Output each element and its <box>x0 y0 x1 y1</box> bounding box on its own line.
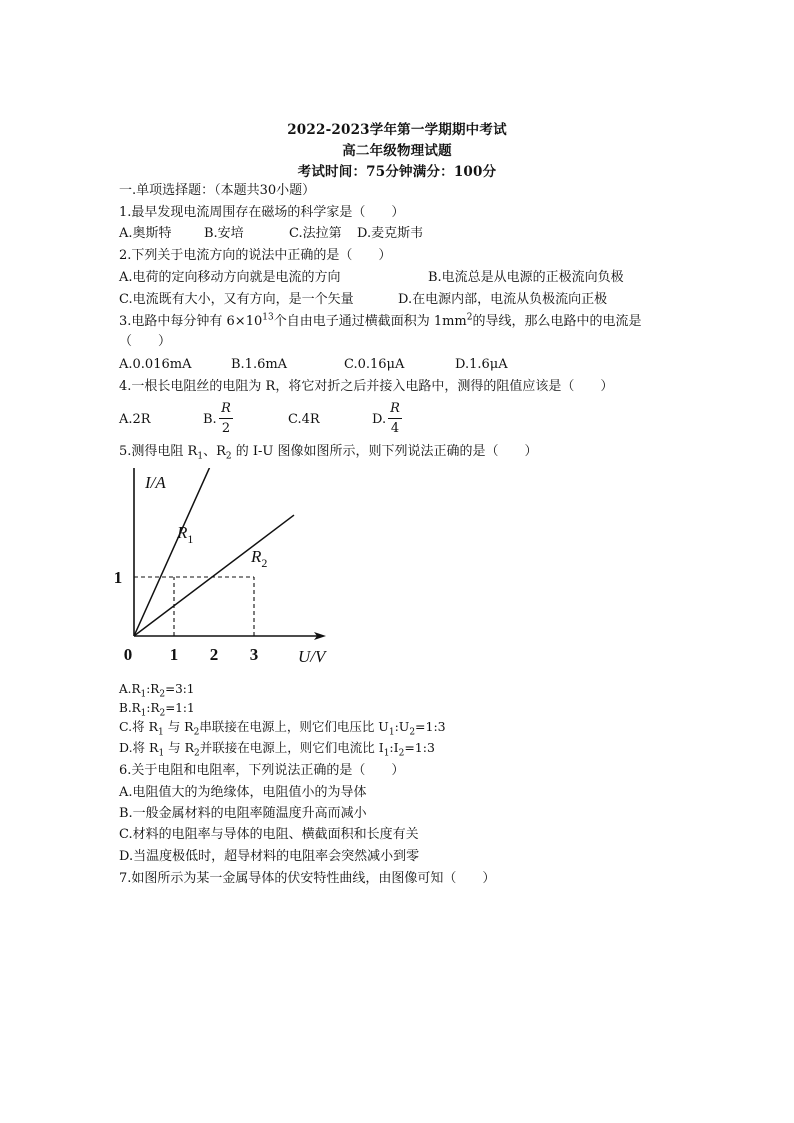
q4-option-d: D. <box>372 412 387 427</box>
q2-option-b: B.电流总是从电源的正极流向负极 <box>428 270 624 285</box>
y-tick-label-1: 1 <box>113 568 123 587</box>
question-6-stem: 6.关于电阻和电阻率，下列说法正确的是（ ） <box>119 763 405 778</box>
series-label-R2: $R_2$ <box>251 547 268 570</box>
q4-fraction-b: R 2 <box>219 401 233 436</box>
question-4-stem: 4.一根长电阻丝的电阻为 R，将它对折之后并接入电路中，测得的阻值应该是（ ） <box>119 379 614 394</box>
q5-option-b: $B.R_1:R_2=1:1$ <box>119 701 195 719</box>
x-axis-label: U/V <box>298 647 326 666</box>
question-7-stem: 7.如图所示为某一金属导体的伏安特性曲线，由图像可知（ ） <box>119 871 496 886</box>
series-line-R2 <box>134 515 294 636</box>
q6-option-d: D.当温度极低时，超导材料的电阻率会突然减小到零 <box>119 849 420 864</box>
q1-option-b: B.安培 <box>204 226 244 241</box>
q3-option-b: B.1.6mA <box>231 357 288 372</box>
q6-option-a: A.电阻值大的为绝缘体，电阻值小的为导体 <box>119 785 367 800</box>
series-line-R1 <box>134 468 224 636</box>
x-tick-label-3: 3 <box>249 645 259 664</box>
x-tick-label-2: 2 <box>209 645 219 664</box>
q1-option-c: C.法拉第 <box>289 226 342 241</box>
q3-option-c: C.0.16μA <box>344 357 405 372</box>
q1-option-a: A.奥斯特 <box>119 226 172 241</box>
question-3-answer-paren: （ ） <box>119 334 172 349</box>
exam-subtitle: 高二年级物理试题 <box>342 143 452 159</box>
question-3-stem: 3.电路中每分钟有 $6\times 10^{13}$个自由电子通过横截面积为 $1mm^2$的导线，那么电路中的电流是 <box>119 312 642 329</box>
q5-option-a: $A.R_1:R_2=3:1$ <box>119 682 195 700</box>
question-5-stem: 5.测得电阻 $R_1$、$R_2$ 的 I-U 图像如图所示，则下列说法正确的是（ ） <box>119 444 538 462</box>
iu-graph <box>112 468 342 668</box>
q3-option-d: D.1.6μA <box>455 357 508 372</box>
q6-option-c: C.材料的电阻率与导体的电阻、横截面积和长度有关 <box>119 827 419 842</box>
q4-option-a: A.2R <box>119 412 151 427</box>
q4-option-c: C.4R <box>288 412 320 427</box>
q1-option-d: D.麦克斯韦 <box>357 226 424 241</box>
q2-option-a: A.电荷的定向移动方向就是电流的方向 <box>119 270 341 285</box>
series-label-R1: $R_1$ <box>177 523 194 546</box>
q2-option-d: D.在电源内部，电流从负极流向正极 <box>398 292 608 307</box>
origin-label: 0 <box>123 645 133 664</box>
x-tick-label-1: 1 <box>169 645 179 664</box>
y-axis-label: I/A <box>145 473 166 492</box>
q2-option-c: C.电流既有大小，又有方向，是一个矢量 <box>119 292 354 307</box>
q6-option-b: B.一般金属材料的电阻率随温度升高而减小 <box>119 806 367 821</box>
q4-option-b: B. <box>203 412 217 427</box>
q4-fraction-d: R 4 <box>388 401 402 436</box>
exam-info: 考试时间：75分钟满分：100分 <box>297 164 497 180</box>
question-1-stem: 1.最早发现电流周围存在磁场的科学家是（ ） <box>119 205 405 220</box>
exam-title: 2022-2023学年第一学期期中考试 <box>287 122 507 138</box>
section-heading: 一.单项选择题：（本题共30小题） <box>119 183 316 198</box>
q5-option-d: D.将 $R_1$ 与 $R_2$并联接在电源上，则它们电流比 $I_1:I_2=1:3$ <box>119 740 435 759</box>
q5-option-c: C.将 $R_1$ 与 $R_2$串联接在电源上，则它们电压比 $U_1:U_2=1:3$ <box>119 719 446 738</box>
question-2-stem: 2.下列关于电流方向的说法中正确的是（ ） <box>119 248 392 263</box>
q3-option-a: A.0.016mA <box>119 357 192 372</box>
